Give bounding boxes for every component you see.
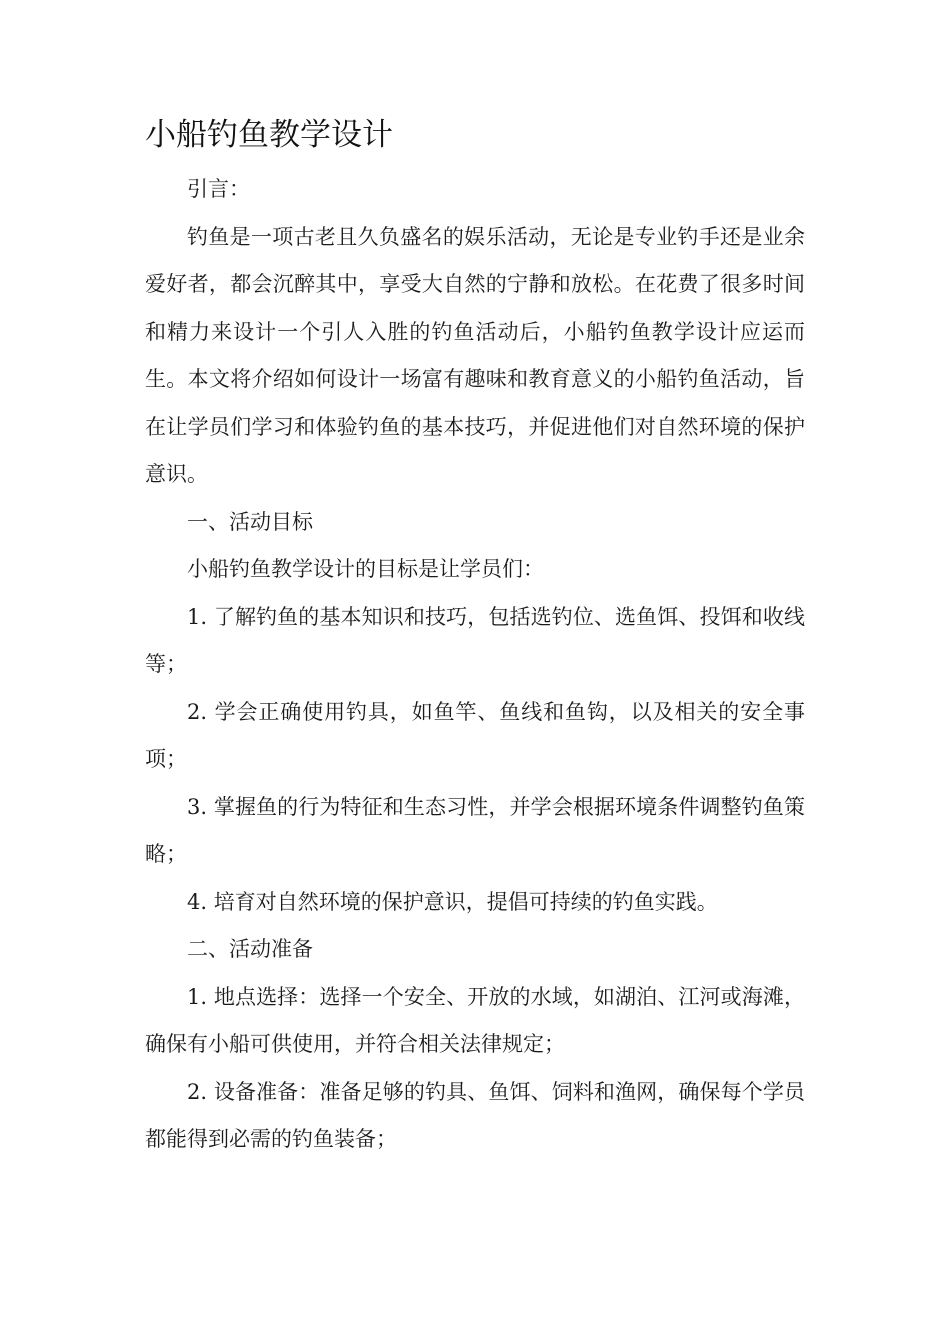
list-item-prep-2: 2. 设备准备：准备足够的钓具、鱼饵、饲料和渔网，确保每个学员都能得到必需的钓鱼装备； bbox=[145, 1079, 805, 1151]
list-item-goal-4: 4. 培育对自然环境的保护意识，提倡可持续的钓鱼实践。 bbox=[187, 889, 718, 914]
list-item-goal-3: 3. 掌握鱼的行为特征和生态习性，并学会根据环境条件调整钓鱼策略； bbox=[145, 794, 805, 866]
paragraph-intro: 钓鱼是一项古老且久负盛名的娱乐活动，无论是专业钓手还是业余爱好者，都会沉醉其中，享受大自然的宁静和放松。在花费了很多时间和精力来设计一个引人入胜的钓鱼活动后，小船钓鱼教学设计应运而生。本文将介绍如何设计一场富有趣味和教育意义的小船钓鱼活动，旨在让学员们学习和体验钓鱼的基本技巧，并促进他们对自然环境的保护意识。 bbox=[145, 224, 805, 486]
paragraph-intro-label: 引言： bbox=[187, 177, 250, 201]
document-title: 小船钓鱼教学设计 bbox=[145, 117, 393, 153]
list-item-goal-2: 2. 学会正确使用钓具，如鱼竿、鱼线和鱼钩，以及相关的安全事项； bbox=[145, 699, 805, 771]
list-item-prep-1: 1. 地点选择：选择一个安全、开放的水域，如湖泊、江河或海滩，确保有小船可供使用，并符合相关法律规定； bbox=[145, 984, 805, 1056]
section-heading-goals: 一、活动目标 bbox=[187, 509, 313, 534]
paragraph-goals-lead: 小船钓鱼教学设计的目标是让学员们： bbox=[187, 557, 544, 581]
document-body bbox=[145, 166, 805, 1164]
section-heading-preparation: 二、活动准备 bbox=[187, 937, 313, 961]
list-item-goal-1: 1. 了解钓鱼的基本知识和技巧，包括选钓位、选鱼饵、投饵和收线等； bbox=[145, 604, 805, 676]
